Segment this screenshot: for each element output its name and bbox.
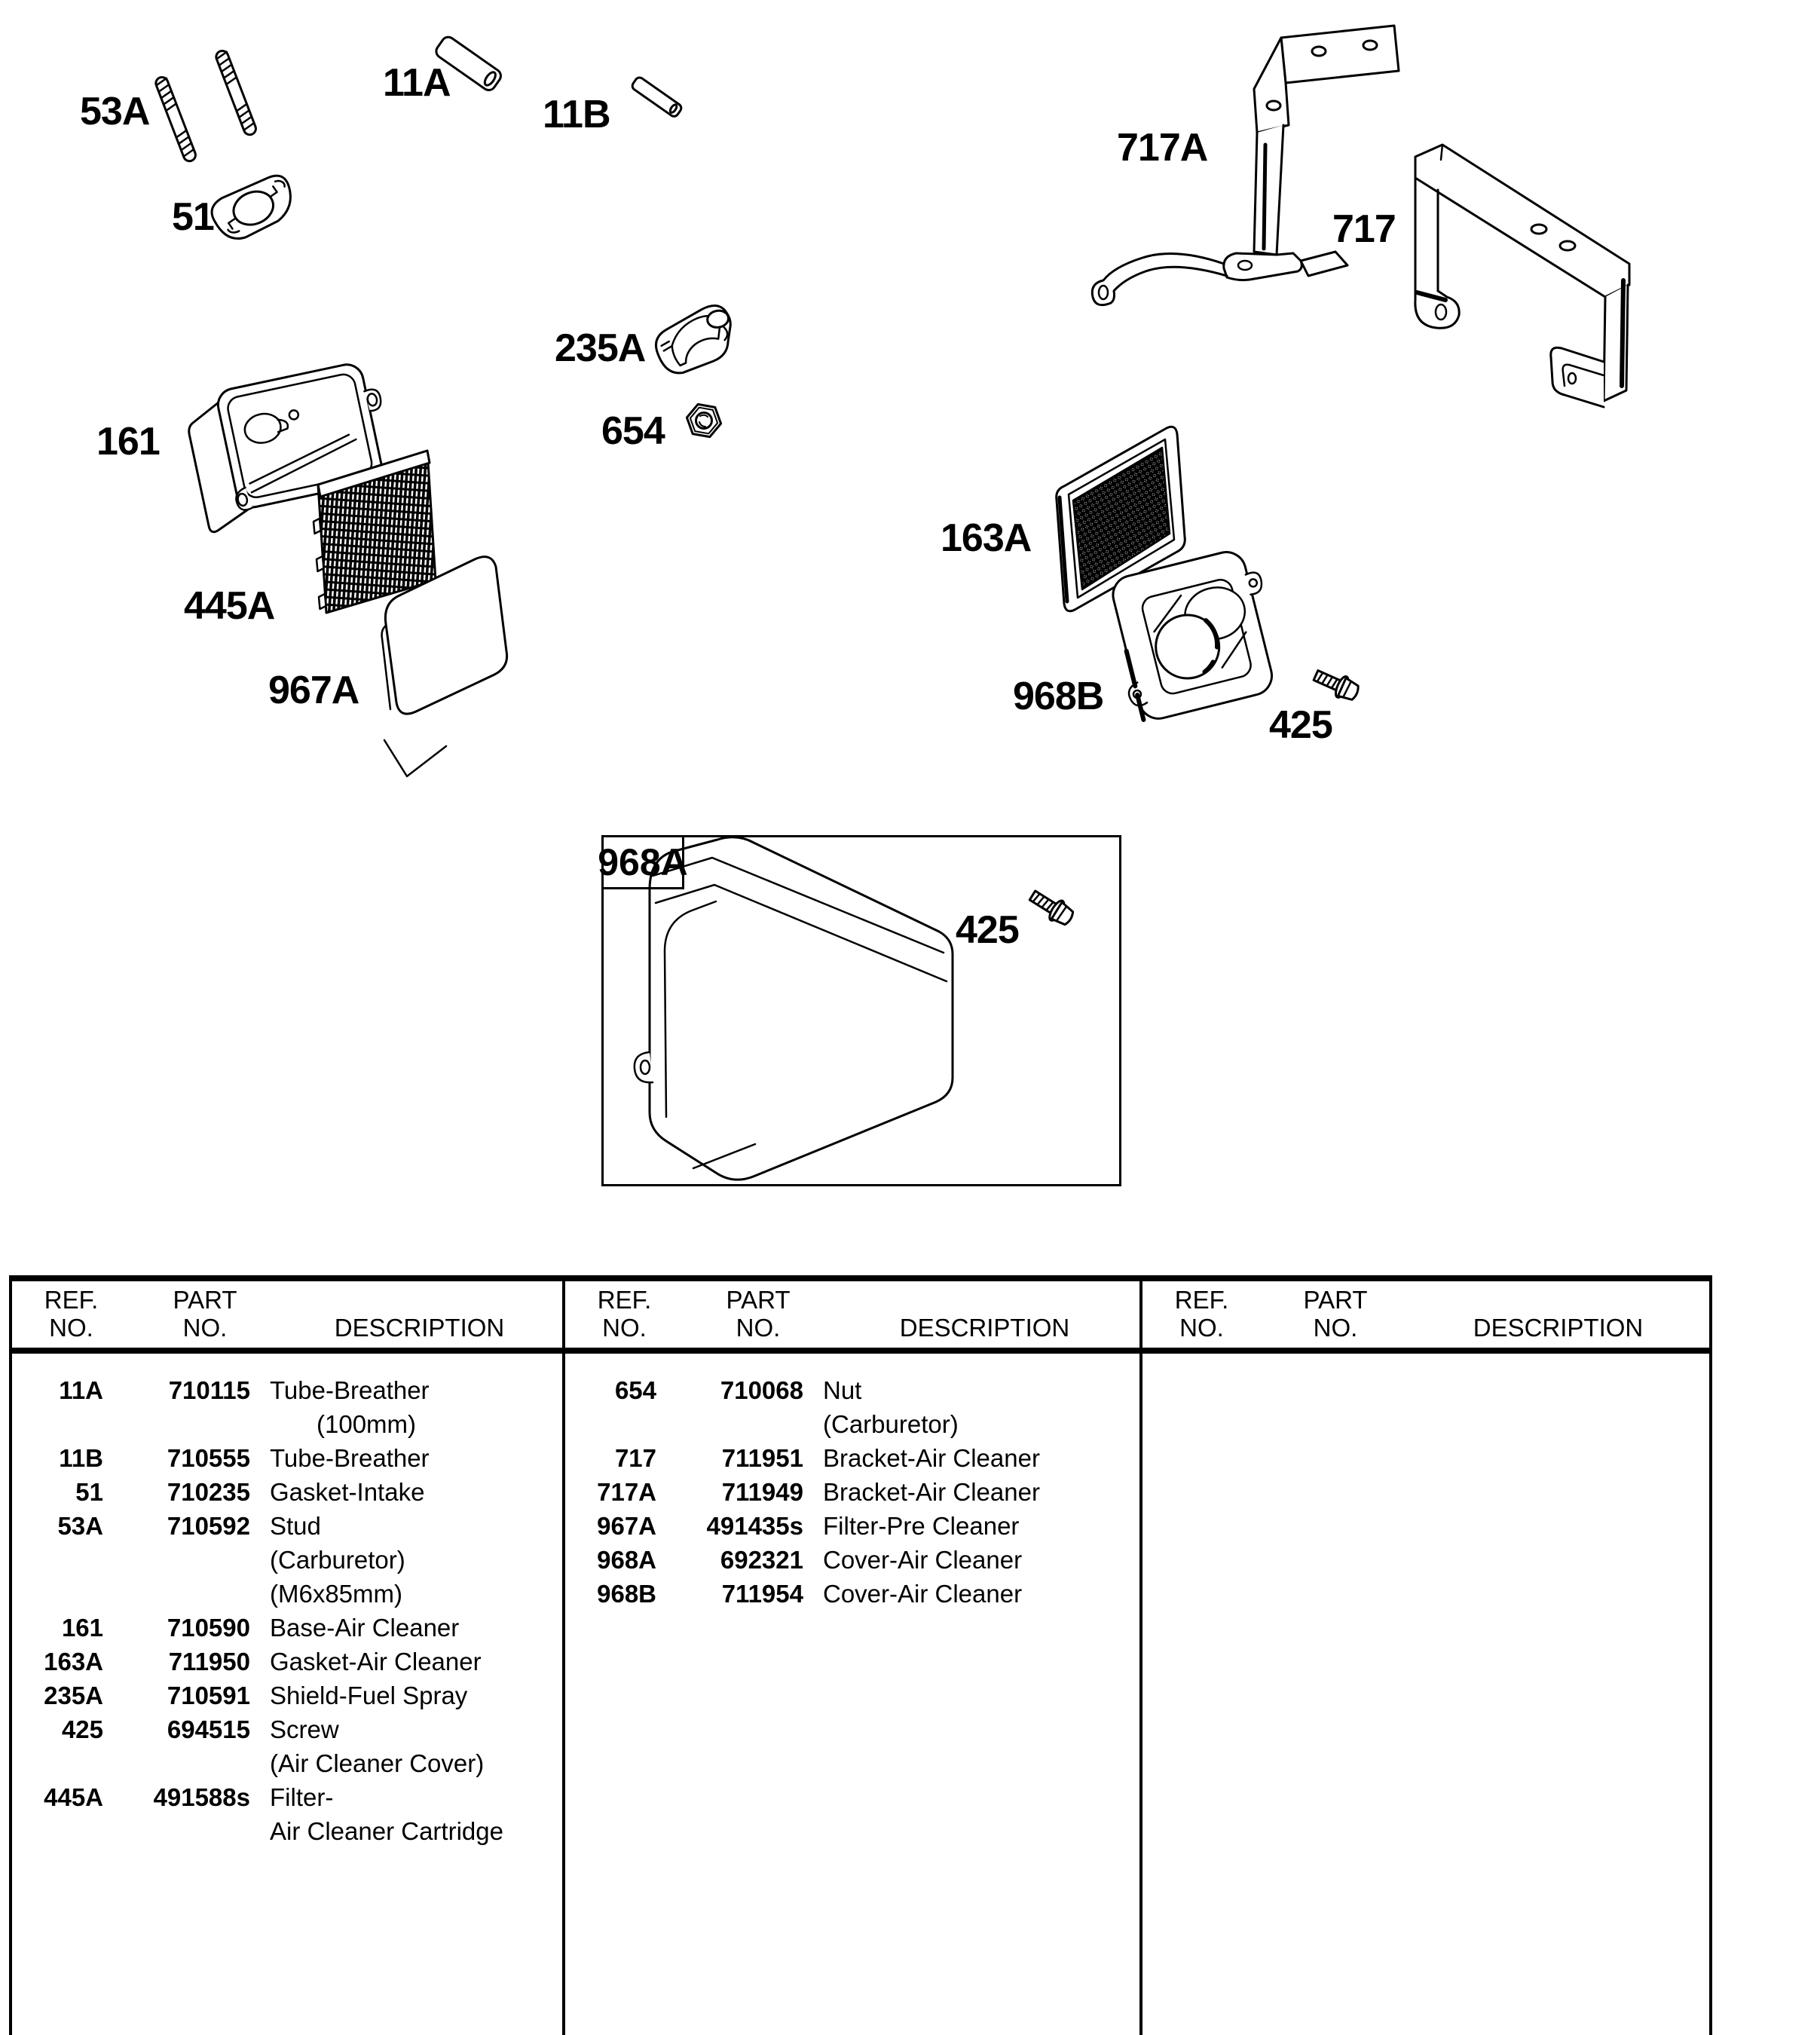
ref-no	[562, 1407, 656, 1441]
callout-53a: 53A	[80, 90, 150, 133]
parts-table-column-1	[9, 1275, 562, 2035]
part-row	[9, 1475, 562, 1509]
table-header: REF. NO. PART NO. DESCRIPTION	[1174, 1286, 1644, 1342]
part-description: Base-Air Cleaner	[270, 1614, 460, 1642]
ref-no	[9, 1543, 103, 1577]
part-description: Filter-	[270, 1783, 334, 1811]
nut-654-drawing	[687, 404, 720, 436]
part-no	[656, 1407, 803, 1441]
ref-no	[9, 1577, 103, 1611]
part-description: Tube-Breather	[270, 1444, 430, 1472]
part-no: 491588s	[153, 1783, 250, 1811]
part-no	[103, 1814, 250, 1848]
part-row	[562, 1475, 1139, 1509]
ref-no: 717	[614, 1444, 656, 1472]
part-no: 711950	[168, 1648, 250, 1675]
ref-no: 11A	[59, 1376, 103, 1404]
callout-425-right: 425	[1269, 703, 1332, 747]
part-description: (Air Cleaner Cover)	[270, 1749, 485, 1777]
part-row	[562, 1373, 1139, 1407]
gasket-intake-51-drawing	[206, 172, 300, 246]
callout-654: 654	[601, 409, 665, 453]
part-description: Bracket-Air Cleaner	[823, 1444, 1040, 1472]
part-description: Air Cleaner Cartridge	[270, 1817, 503, 1845]
part-no: 710115	[168, 1376, 250, 1404]
parts-rows-col1	[9, 1373, 562, 1848]
part-description: Bracket-Air Cleaner	[823, 1478, 1040, 1506]
part-description: Screw	[270, 1715, 339, 1743]
part-row	[9, 1746, 562, 1780]
shield-fuel-spray-235a-drawing	[650, 303, 737, 376]
part-row	[562, 1441, 1139, 1475]
part-row	[9, 1577, 562, 1611]
ref-no: 967A	[597, 1512, 656, 1540]
part-description: Shield-Fuel Spray	[270, 1682, 468, 1709]
ref-no: 53A	[57, 1512, 103, 1540]
table-header: REF. NO. PART NO. DESCRIPTION	[44, 1286, 505, 1342]
inset-box-968a	[598, 835, 1121, 1186]
screw-425-right-drawing	[1311, 665, 1362, 704]
ref-no: 425	[61, 1715, 103, 1743]
part-row	[9, 1712, 562, 1746]
part-no: 710555	[167, 1444, 250, 1472]
part-row	[9, 1407, 562, 1441]
part-row	[9, 1611, 562, 1645]
part-row	[562, 1509, 1139, 1543]
part-no: 710068	[720, 1376, 803, 1404]
ref-no: 717A	[597, 1478, 656, 1506]
part-row	[9, 1645, 562, 1678]
parts-table-column-2	[562, 1275, 1139, 2035]
part-no: 710592	[167, 1512, 250, 1540]
part-no	[103, 1577, 250, 1611]
parts-table-column-3	[1139, 1275, 1709, 2035]
callout-717a: 717A	[1117, 126, 1208, 170]
ref-no	[9, 1746, 103, 1780]
ref-no	[9, 1814, 103, 1848]
part-row	[562, 1577, 1139, 1611]
part-description: Cover-Air Cleaner	[823, 1580, 1023, 1608]
tube-breather-11b-drawing	[631, 76, 683, 118]
part-description: Filter-Pre Cleaner	[823, 1512, 1020, 1540]
callout-235a: 235A	[555, 326, 646, 370]
callout-717: 717	[1332, 207, 1396, 251]
part-no	[103, 1543, 250, 1577]
part-no: 711949	[721, 1478, 803, 1506]
table-header: REF. NO. PART NO. DESCRIPTION	[597, 1286, 1070, 1342]
part-description: Gasket-Air Cleaner	[270, 1648, 482, 1675]
part-description: (Carburetor)	[823, 1410, 959, 1438]
part-row	[9, 1678, 562, 1712]
ref-no: 235A	[44, 1682, 103, 1709]
part-no: 491435s	[706, 1512, 803, 1540]
part-row	[9, 1543, 562, 1577]
part-no: 711951	[721, 1444, 803, 1472]
part-no: 711954	[721, 1580, 803, 1608]
ref-no: 445A	[44, 1783, 103, 1811]
part-row	[9, 1780, 562, 1814]
callout-163a: 163A	[941, 516, 1032, 560]
part-description: Cover-Air Cleaner	[823, 1546, 1023, 1574]
callout-51: 51	[172, 195, 214, 239]
part-no: 710590	[167, 1614, 250, 1642]
ref-no: 163A	[44, 1648, 103, 1675]
ref-no: 161	[61, 1614, 103, 1642]
ref-no: 11B	[59, 1444, 103, 1472]
callout-445a: 445A	[184, 584, 275, 628]
part-description: (M6x85mm)	[270, 1580, 403, 1608]
part-row	[562, 1407, 1139, 1441]
part-no	[103, 1746, 250, 1780]
part-row	[9, 1441, 562, 1475]
part-no: 692321	[720, 1546, 803, 1574]
ref-no: 968A	[597, 1546, 656, 1574]
leader-line-967a	[384, 740, 446, 776]
part-description: (100mm)	[317, 1410, 417, 1438]
part-row	[9, 1373, 562, 1407]
callout-968a: 968A	[601, 835, 684, 889]
table-right-border	[1709, 1275, 1712, 2035]
ref-no: 654	[614, 1376, 656, 1404]
callout-11a: 11A	[383, 61, 451, 105]
part-row	[562, 1543, 1139, 1577]
callout-967a: 967A	[268, 669, 359, 712]
ref-no: 51	[75, 1478, 103, 1506]
part-row	[9, 1509, 562, 1543]
part-description: Nut	[823, 1376, 862, 1404]
callout-161: 161	[96, 420, 160, 464]
callout-11b: 11B	[543, 93, 610, 136]
bracket-air-cleaner-717-drawing	[1415, 145, 1629, 407]
part-description: Tube-Breather	[270, 1376, 430, 1404]
ref-no	[9, 1407, 103, 1441]
part-description: Gasket-Intake	[270, 1478, 425, 1506]
part-no: 710235	[167, 1478, 250, 1506]
part-no: 694515	[167, 1715, 250, 1743]
part-description: (Carburetor)	[270, 1546, 405, 1574]
part-no	[103, 1407, 250, 1441]
callout-968b: 968B	[1013, 675, 1104, 718]
stud-53a-drawing	[154, 49, 258, 163]
part-description: Stud	[270, 1512, 321, 1540]
part-no: 710591	[167, 1682, 250, 1709]
parts-rows-col2	[562, 1373, 1139, 1611]
ref-no: 968B	[597, 1580, 656, 1608]
callout-425-bottom: 425	[956, 908, 1019, 952]
part-row	[9, 1814, 562, 1848]
